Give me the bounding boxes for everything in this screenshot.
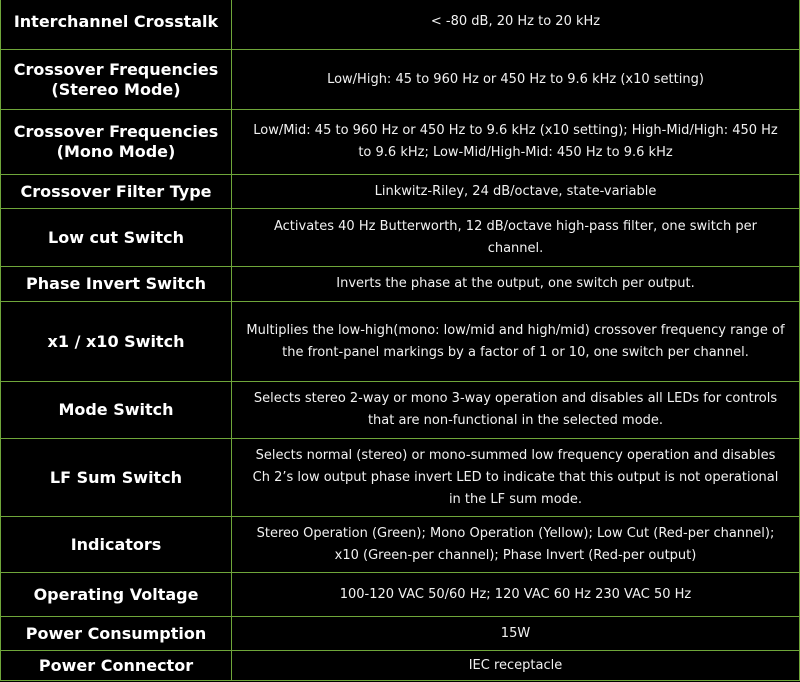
spec-value: Linkwitz-Riley, 24 dB/octave, state-variable — [232, 175, 800, 208]
spec-value: Inverts the phase at the output, one switch per output. — [232, 267, 800, 301]
table-row — [0, 266, 800, 301]
table-row — [0, 49, 800, 109]
table-row — [0, 0, 800, 49]
table-row — [0, 174, 800, 208]
spec-label: Operating Voltage — [0, 573, 232, 616]
table-row — [0, 438, 800, 516]
spec-label: Low cut Switch — [0, 209, 232, 266]
spec-value: Stereo Operation (Green); Mono Operation (Yellow); Low Cut (Red-per channel); x10 (Green-per channel); Phase Invert (Red-per output) — [232, 517, 800, 572]
spec-value: Selects stereo 2-way or mono 3-way operation and disables all LEDs for controls that are non-functional in the selected mode. — [232, 382, 800, 438]
spec-value: IEC receptacle — [232, 651, 800, 680]
spec-value: 15W — [232, 617, 800, 650]
table-row — [0, 109, 800, 174]
spec-label: Crossover Frequencies (Stereo Mode) — [0, 50, 232, 109]
spec-label: Phase Invert Switch — [0, 267, 232, 301]
spec-label: Crossover Filter Type — [0, 175, 232, 208]
spec-label: Indicators — [0, 517, 232, 572]
spec-label: Crossover Frequencies (Mono Mode) — [0, 110, 232, 174]
table-row — [0, 516, 800, 572]
table-row — [0, 301, 800, 381]
spec-value: 100-120 VAC 50/60 Hz; 120 VAC 60 Hz 230 VAC 50 Hz — [232, 573, 800, 616]
spec-label: Mode Switch — [0, 382, 232, 438]
table-bottom-border — [0, 680, 800, 681]
table-row — [0, 381, 800, 438]
spec-value: Multiplies the low-high(mono: low/mid and high/mid) crossover frequency range of the front-panel markings by a factor of 1 or 10, one switch per channel. — [232, 302, 800, 381]
table-row — [0, 650, 800, 680]
spec-value: Selects normal (stereo) or mono-summed low frequency operation and disables Ch 2’s low output phase invert LED to indicate that this output is not operational in the LF sum mode. — [232, 439, 800, 516]
table-row — [0, 572, 800, 616]
spec-label: x1 / x10 Switch — [0, 302, 232, 381]
spec-value: < -80 dB, 20 Hz to 20 kHz — [232, 0, 800, 49]
table-row — [0, 616, 800, 650]
spec-value: Low/Mid: 45 to 960 Hz or 450 Hz to 9.6 kHz (x10 setting); High-Mid/High: 450 Hz to 9.6 kHz; Low-Mid/High-Mid: 450 Hz to 9.6 kHz — [232, 110, 800, 174]
table-row — [0, 208, 800, 266]
spec-value: Activates 40 Hz Butterworth, 12 dB/octave high-pass filter, one switch per channel. — [232, 209, 800, 266]
spec-value: Low/High: 45 to 960 Hz or 450 Hz to 9.6 kHz (x10 setting) — [232, 50, 800, 109]
spec-label: LF Sum Switch — [0, 439, 232, 516]
spec-label: Interchannel Crosstalk — [0, 0, 232, 49]
spec-label: Power Consumption — [0, 617, 232, 650]
spec-label: Power Connector — [0, 651, 232, 680]
